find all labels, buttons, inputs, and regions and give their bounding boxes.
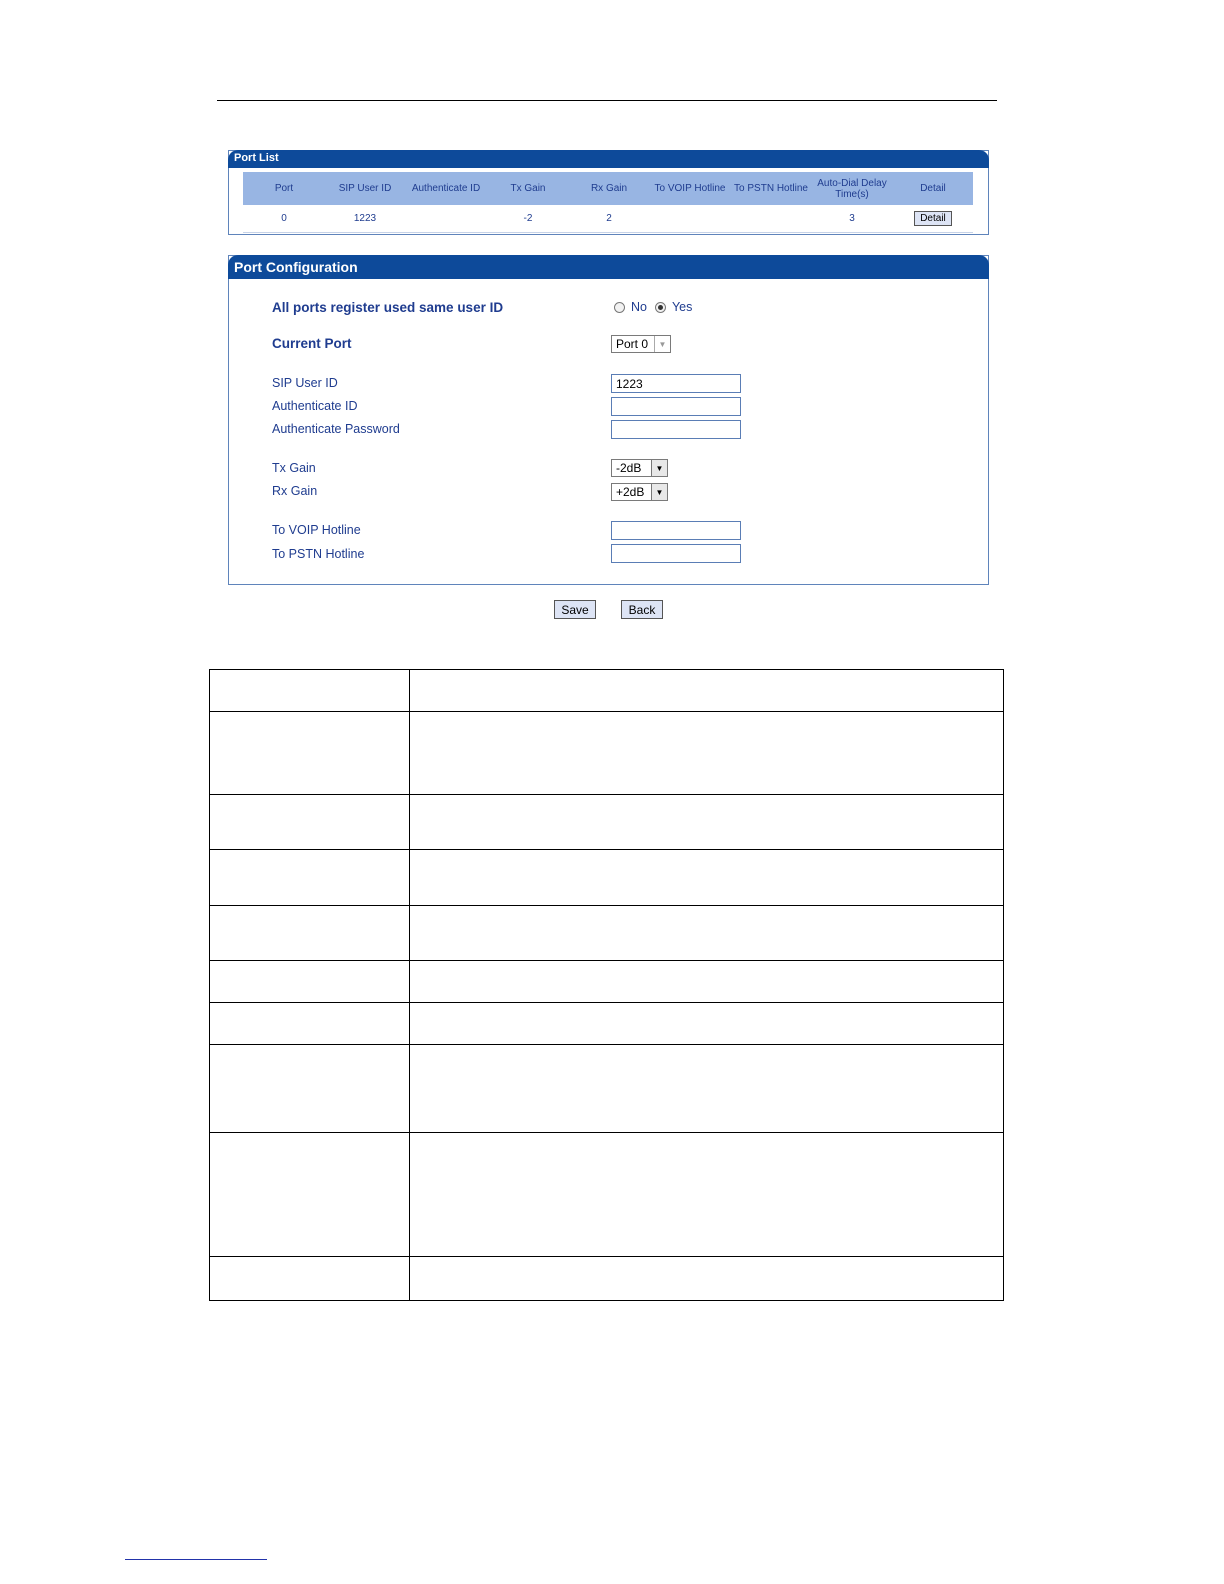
column-header: Port (243, 172, 325, 205)
table-row (210, 670, 1004, 712)
to-pstn-hotline-input[interactable] (611, 544, 741, 563)
tx-gain-value: -2dB (616, 461, 642, 475)
to-voip-hotline-label: To VOIP Hotline (272, 523, 361, 537)
column-header: Auto-Dial Delay Time(s) (811, 172, 893, 205)
authenticate-password-input[interactable] (611, 420, 741, 439)
same-user-id-label: All ports register used same user ID (272, 300, 504, 315)
table-row (210, 795, 1004, 850)
table-row (210, 961, 1004, 1003)
cell-rx-gain: 2 (569, 205, 649, 233)
table-row (210, 1257, 1004, 1301)
authenticate-id-input[interactable] (611, 397, 741, 416)
column-header: Rx Gain (569, 172, 649, 205)
column-header: Tx Gain (487, 172, 569, 205)
to-pstn-hotline-label: To PSTN Hotline (272, 547, 365, 561)
radio-no[interactable] (614, 302, 625, 313)
detail-button[interactable]: Detail (914, 211, 952, 226)
same-user-id-radio-group (614, 300, 700, 314)
table-row (210, 850, 1004, 906)
port-list-table (243, 172, 973, 233)
save-button[interactable]: Save (554, 600, 596, 619)
radio-no-label: No (631, 300, 647, 314)
rx-gain-select[interactable] (611, 483, 668, 501)
cell-auto-dial-delay: 3 (811, 205, 893, 233)
port-list-header-row (243, 172, 973, 205)
column-header: To VOIP Hotline (649, 172, 731, 205)
radio-yes[interactable] (655, 302, 666, 313)
port-configuration-panel (228, 255, 989, 585)
column-header: SIP User ID (325, 172, 405, 205)
column-header: Detail (893, 172, 973, 205)
table-row (243, 205, 973, 233)
port-list-title: Port List (234, 152, 279, 164)
port-configuration-header (228, 255, 989, 279)
sip-user-id-input[interactable] (611, 374, 741, 393)
back-button[interactable]: Back (621, 600, 663, 619)
current-port-label: Current Port (272, 336, 352, 351)
header-rule (217, 100, 997, 101)
to-voip-hotline-input[interactable] (611, 521, 741, 540)
sip-user-id-label: SIP User ID (272, 376, 338, 390)
chevron-down-icon: ▼ (651, 484, 667, 500)
chevron-down-icon: ▼ (651, 460, 667, 476)
authenticate-password-label: Authenticate Password (272, 422, 400, 436)
table-row (210, 1003, 1004, 1045)
cell-to-voip-hotline (649, 205, 731, 233)
current-port-value: Port 0 (616, 337, 649, 351)
rx-gain-value: +2dB (616, 485, 645, 499)
tx-gain-label: Tx Gain (272, 461, 316, 475)
cell-port: 0 (243, 205, 325, 233)
cell-detail (893, 205, 973, 233)
port-configuration-title: Port Configuration (234, 259, 358, 275)
cell-to-pstn-hotline (731, 205, 811, 233)
column-header: To PSTN Hotline (731, 172, 811, 205)
footer-link-underline (125, 1559, 267, 1560)
table-row (210, 712, 1004, 795)
authenticate-id-label: Authenticate ID (272, 399, 358, 413)
current-port-select[interactable] (611, 335, 671, 353)
port-list-panel (228, 150, 989, 235)
tx-gain-select[interactable] (611, 459, 668, 477)
rx-gain-label: Rx Gain (272, 484, 318, 498)
cell-sip-user-id: 1223 (325, 205, 405, 233)
cell-authenticate-id (405, 205, 487, 233)
table-row (210, 1045, 1004, 1133)
chevron-down-icon: ▼ (654, 336, 670, 352)
radio-yes-label: Yes (671, 300, 693, 314)
port-list-header (228, 150, 989, 168)
table-row (210, 906, 1004, 961)
column-header: Authenticate ID (405, 172, 487, 205)
cell-tx-gain: -2 (487, 205, 569, 233)
parameter-description-table (209, 669, 1004, 1301)
table-row (210, 1133, 1004, 1257)
